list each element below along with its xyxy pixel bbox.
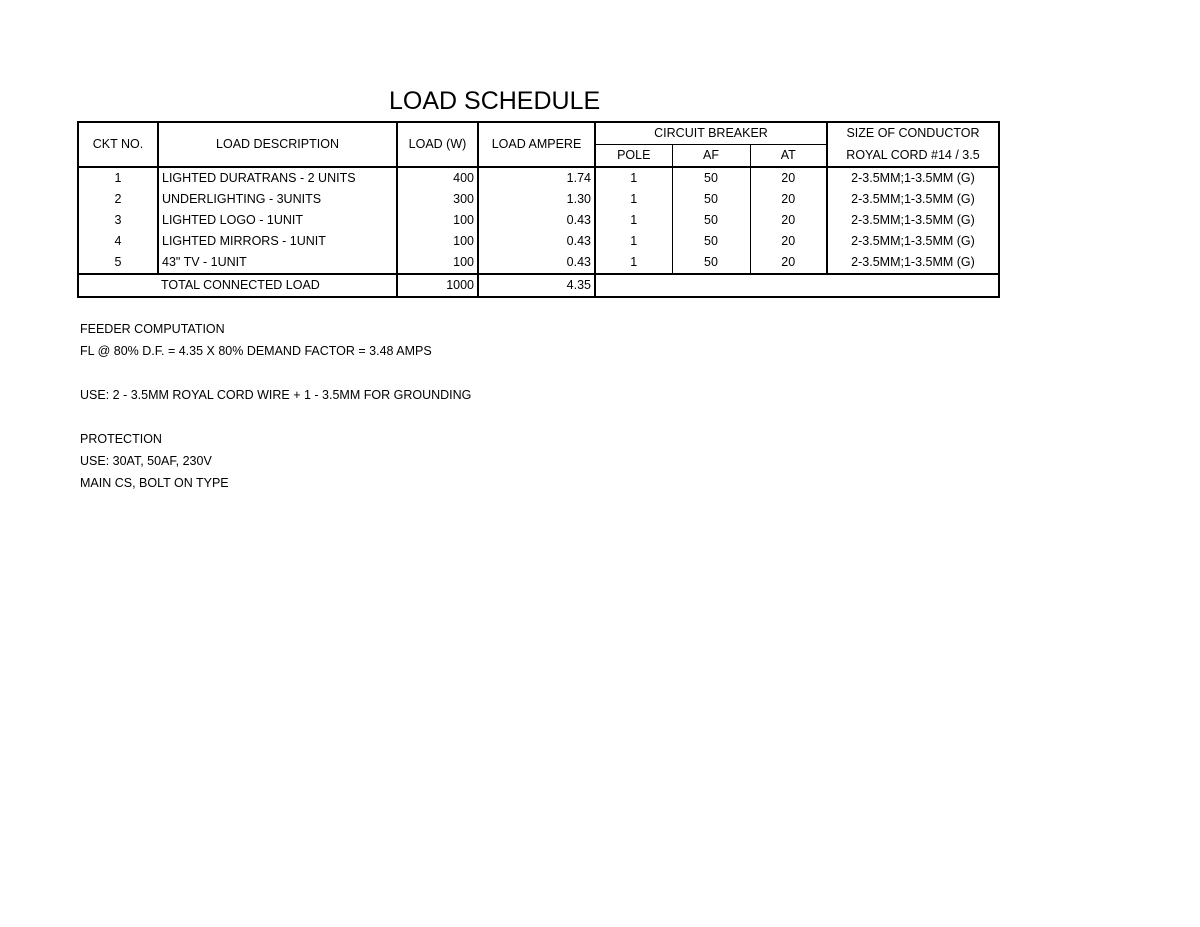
total-blank-cell [595, 274, 999, 297]
cell-ckt: 1 [78, 167, 158, 189]
cell-desc: LIGHTED MIRRORS - 1UNIT [158, 231, 397, 252]
total-row [78, 274, 999, 297]
cell-at: 20 [750, 167, 827, 189]
table-row [78, 189, 999, 210]
cell-at: 20 [750, 189, 827, 210]
cell-at: 20 [750, 210, 827, 231]
cell-desc: UNDERLIGHTING - 3UNITS [158, 189, 397, 210]
total-amp: 4.35 [478, 274, 595, 297]
load-schedule-table [77, 121, 1000, 298]
total-label: TOTAL CONNECTED LOAD [158, 274, 397, 297]
cell-amp: 0.43 [478, 252, 595, 274]
cell-amp: 0.43 [478, 231, 595, 252]
header-circuit-breaker: CIRCUIT BREAKER [595, 122, 827, 145]
cell-desc: 43" TV - 1UNIT [158, 252, 397, 274]
cell-load: 300 [397, 189, 478, 210]
protection-use: USE: 30AT, 50AF, 230V [80, 454, 212, 468]
header-conductor-sub: ROYAL CORD #14 / 3.5 [827, 145, 999, 168]
cell-desc: LIGHTED LOGO - 1UNIT [158, 210, 397, 231]
notes-section [80, 318, 471, 494]
header-size-of-conductor: SIZE OF CONDUCTOR [827, 122, 999, 145]
main-cs: MAIN CS, BOLT ON TYPE [80, 476, 229, 490]
cell-ckt: 5 [78, 252, 158, 274]
cell-amp: 1.30 [478, 189, 595, 210]
cell-conductor: 2-3.5MM;1-3.5MM (G) [827, 167, 999, 189]
header-ckt-no: CKT NO. [78, 122, 158, 167]
cell-conductor: 2-3.5MM;1-3.5MM (G) [827, 210, 999, 231]
cell-af: 50 [672, 231, 750, 252]
table-row [78, 210, 999, 231]
cell-pole: 1 [595, 231, 672, 252]
spacer [80, 406, 471, 428]
header-load-description: LOAD DESCRIPTION [158, 122, 397, 167]
cell-ckt: 3 [78, 210, 158, 231]
spacer [80, 362, 471, 384]
use-wire: USE: 2 - 3.5MM ROYAL CORD WIRE + 1 - 3.5MM FOR GROUNDING [80, 388, 472, 402]
cell-at: 20 [750, 252, 827, 274]
cell-af: 50 [672, 189, 750, 210]
cell-af: 50 [672, 210, 750, 231]
feeder-heading: FEEDER COMPUTATION [80, 322, 225, 336]
cell-amp: 0.43 [478, 210, 595, 231]
cell-af: 50 [672, 167, 750, 189]
header-load-ampere: LOAD AMPERE [478, 122, 595, 167]
header-pole: POLE [595, 145, 672, 168]
cell-ckt: 2 [78, 189, 158, 210]
header-af: AF [672, 145, 750, 168]
table-row [78, 167, 999, 189]
cell-conductor: 2-3.5MM;1-3.5MM (G) [827, 252, 999, 274]
cell-at: 20 [750, 231, 827, 252]
total-load: 1000 [397, 274, 478, 297]
cell-conductor: 2-3.5MM;1-3.5MM (G) [827, 189, 999, 210]
feeder-formula: FL @ 80% D.F. = 4.35 X 80% DEMAND FACTOR = 3.48 AMPS [80, 344, 432, 358]
cell-load: 100 [397, 252, 478, 274]
cell-pole: 1 [595, 210, 672, 231]
cell-load: 400 [397, 167, 478, 189]
protection-heading: PROTECTION [80, 432, 162, 446]
table-row [78, 252, 999, 274]
header-load-w: LOAD (W) [397, 122, 478, 167]
cell-total-empty [78, 274, 158, 297]
cell-load: 100 [397, 231, 478, 252]
cell-ckt: 4 [78, 231, 158, 252]
cell-pole: 1 [595, 252, 672, 274]
table-header-row [78, 122, 999, 145]
cell-conductor: 2-3.5MM;1-3.5MM (G) [827, 231, 999, 252]
table-row [78, 231, 999, 252]
cell-amp: 1.74 [478, 167, 595, 189]
cell-pole: 1 [595, 189, 672, 210]
cell-desc: LIGHTED DURATRANS - 2 UNITS [158, 167, 397, 189]
page-title: LOAD SCHEDULE [389, 87, 601, 115]
cell-load: 100 [397, 210, 478, 231]
header-at: AT [750, 145, 827, 168]
cell-af: 50 [672, 252, 750, 274]
cell-pole: 1 [595, 167, 672, 189]
